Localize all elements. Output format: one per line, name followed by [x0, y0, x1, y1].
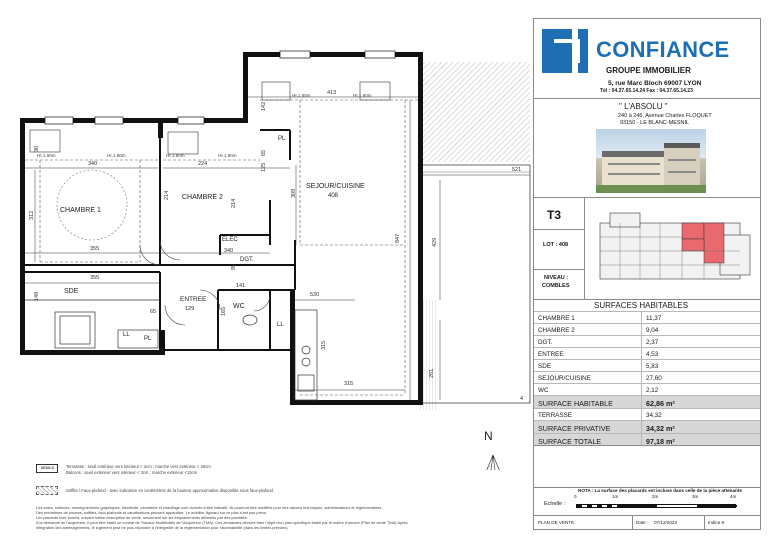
building-image [596, 129, 706, 193]
room-pl-top: PL [278, 136, 286, 142]
room-dgt: DGT. [240, 257, 254, 263]
surface-row: CHAMBRE 1 11,37 [534, 311, 760, 323]
disclaimer-line: Les cotes, surfaces, renseignements graphiques, électricité, plomberie et chauffage sont donnés à titre indicatif. Ils pourront être modifiés pour des raisons techniques, administratives et réglementaires. [36, 505, 383, 510]
disclaimer-line: Les placards sont fournis, suivant notice descriptive de vente, seulement sur les emplacements délimités par des pointillés. [36, 515, 248, 520]
brand-name: CONFIANCE [596, 37, 730, 62]
dim-v-315: 315 [321, 340, 327, 350]
dim-65: 65 [150, 309, 157, 315]
disclaimer-line: intégration des aménagements, le logement peut ne plus répondre à l'intégralité de la réglementation pour l'accessibilité (dans les limites prévues). [36, 525, 289, 530]
surface-row: SDE 5,83 [534, 359, 760, 371]
scale-mark: 2m [652, 494, 659, 499]
surface-terrasse-row: TERRASSE 34,32 [534, 408, 760, 420]
scale-label: Echelle : [544, 501, 566, 507]
dim-v-261: 261 [429, 368, 435, 378]
scale-bar [576, 504, 736, 508]
surface-row: SEJOUR/CUISINE 27,60 [534, 371, 760, 383]
dim-v-95: 95 [231, 263, 237, 270]
surface-row: ENTREE 4,53 [534, 347, 760, 359]
height-note: Ht.1.80m [37, 153, 56, 158]
dim-v-148: 148 [34, 291, 40, 301]
room-elec: ELEC [222, 237, 238, 243]
dim-v-142: 142 [261, 101, 267, 111]
dim-340-dgt: 340 [224, 248, 234, 254]
brand-phone: Tél : 04.37.65.14.24 Fax : 04.37.65.14.23 [600, 88, 693, 94]
surface-habitable-row: SURFACE HABITABLE 62,86 m² [534, 395, 760, 408]
disclaimer-line: Des retombées de poutres, soffites, faux-plafonds et canalisations peuvent apparaître. Le mobilier figurant sur ce plan n'est pas prévu. [36, 510, 268, 515]
surface-row: CHAMBRE 2 9,04 [534, 323, 760, 335]
scale-mark: 1m [612, 494, 619, 499]
roof-hatch-area [420, 62, 530, 162]
dim-v-312: 312 [29, 210, 35, 220]
doc-type: PLAN DE VENTE [538, 520, 575, 525]
room-wc: WC [233, 303, 245, 310]
dim-315-bottom: 315 [344, 381, 354, 387]
scale-mark: 4m [730, 494, 737, 499]
dim-413: 413 [327, 90, 337, 96]
legend-soffite: Soffite / Faux-plafond - avec indication en centimètres de la hauteur approximative disponible sous faux-plafond [66, 488, 273, 493]
surface-row: DGT. 2,37 [534, 335, 760, 347]
dim-530: 530 [310, 292, 320, 298]
legend-seuils-1: Terrasses : seuil extérieur vers intérieur < 2cm ; marche vers extérieur < 25cm [66, 464, 211, 469]
height-note: Ht.1.80m [107, 153, 126, 158]
dim-355-b: 355 [90, 275, 100, 281]
surface-totale-row: SURFACE TOTALE 97,18 m² [534, 433, 760, 446]
dim-v-30: 30 [34, 145, 40, 152]
scale-note: NOTA : La surface des placards est incluse dans celle de la pièce attenante [578, 488, 742, 493]
lot-number: LOT : 408 [543, 242, 569, 248]
disclaimer-line: A la demande de l'acquéreur, il peut être établi un contrat de Travaux Modificatifs de l'Acquéreur (TMA). Ces demandes devront faire l'objet d'un plan spécifique établi par le maître d'oeuvre (Plan de vente TMA) Après [36, 520, 408, 525]
dim-v-65: 65 [261, 149, 267, 156]
height-note: Ht.1.80m [218, 153, 237, 158]
doc-date: 07/12/2023 [654, 520, 677, 525]
dim-v-214-a: 214 [164, 190, 170, 200]
windows [45, 51, 395, 124]
room-pl-bottom: PL [144, 336, 152, 342]
dim-4: 4 [520, 396, 524, 402]
scale-mark: 3m [692, 494, 699, 499]
surface-row: WC 2,12 [534, 383, 760, 395]
dim-v-847: 847 [395, 233, 401, 243]
room-sejour-cuisine: SEJOUR/CUISINE [306, 183, 365, 190]
room-ll-sde: LL [123, 332, 130, 338]
soffite-swatch [36, 486, 58, 495]
room-ll-wc: LL [277, 322, 284, 328]
legend-seuils-2: Balcons : seuil extérieur vers intérieur < 2cm ; marche extérieur <15cm [66, 470, 198, 475]
north-arrow [470, 455, 516, 470]
brand-address: 5, rue Marc Bloch 69007 LYON [608, 80, 702, 87]
program-city: 93150 - LE BLANC-MESNIL [620, 120, 690, 126]
kitchen-counter [295, 310, 317, 400]
wc-bowl [243, 315, 257, 325]
brand-group: GROUPE IMMOBILIER [606, 66, 691, 75]
level-value: COMBLES [542, 283, 570, 289]
company-logo [542, 29, 588, 73]
room-entree-dim: 129 [185, 306, 195, 312]
scale-mark: 0 [574, 494, 577, 499]
dim-141: 141 [236, 283, 246, 289]
dim-v-165: 165 [221, 306, 227, 316]
room-entree: ENTREE [180, 296, 207, 303]
room-sejour-dim: 408 [328, 193, 339, 199]
program-name: " L'ABSOLU " [619, 102, 668, 111]
doc-index: Indice 9 [708, 520, 725, 525]
sde-fixtures [25, 300, 160, 348]
dim-v-429: 429 [432, 237, 438, 247]
height-note: Ht.1.80m [353, 93, 372, 98]
dim-521: 521 [512, 167, 522, 173]
bed-circle [57, 170, 127, 240]
info-panel [533, 18, 761, 530]
dim-224: 224 [198, 161, 208, 167]
room-sde: SDE [64, 288, 79, 295]
north-label: N [484, 429, 493, 443]
dim-v-125: 125 [261, 162, 267, 172]
seuils-badge-text: SEUILS [41, 466, 54, 470]
exterior-walls [20, 52, 423, 405]
date-label: Date : [636, 520, 649, 525]
dim-355-a: 355 [90, 246, 100, 252]
lot-type: T3 [547, 208, 562, 222]
program-street: 240 à 246, Avenue Charles FLOQUET [618, 113, 712, 119]
dim-v-309: 309 [291, 188, 297, 198]
room-chambre-2: CHAMBRE 2 [182, 194, 223, 201]
room-chambre-1: CHAMBRE 1 [60, 207, 101, 214]
height-note: Ht.1.80m [166, 153, 185, 158]
level-label: NIVEAU : [544, 275, 569, 281]
height-note: Ht.1.80m [292, 93, 311, 98]
surface-privative-row: SURFACE PRIVATIVE 34,32 m² [534, 420, 760, 433]
title-block [534, 515, 760, 529]
dim-340-top: 340 [88, 161, 98, 167]
dim-v-214-b: 214 [231, 198, 237, 208]
surfaces-title: SURFACES HABITABLES [594, 301, 689, 310]
building-key-plan [590, 205, 756, 295]
